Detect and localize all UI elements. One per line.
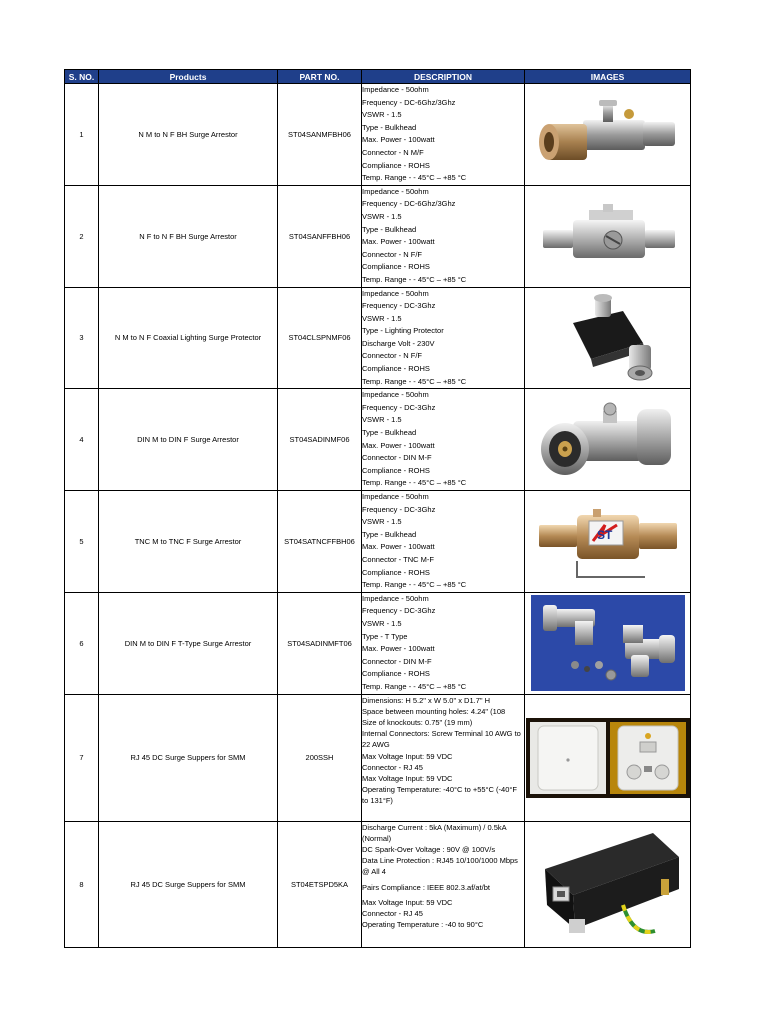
desc-line: Connector - N M/F bbox=[362, 147, 424, 157]
din-t-type-arrestor-icon bbox=[531, 595, 685, 691]
header-images: IMAGES bbox=[525, 70, 691, 84]
row-part-no: ST04CLSPNMF06 bbox=[278, 287, 362, 389]
desc-line: Connector - N F/F bbox=[362, 249, 423, 259]
desc-line: Type - Bulkhead bbox=[362, 224, 417, 234]
row-part-no: 200SSH bbox=[278, 694, 362, 821]
row-product: RJ 45 DC Surge Suppers for SMM bbox=[99, 694, 278, 821]
din-surge-arrestor-icon bbox=[533, 395, 683, 485]
row-description bbox=[362, 287, 525, 389]
desc-line: VSWR - 1.5 bbox=[362, 618, 402, 628]
row-part-no: ST04SADINMFT06 bbox=[278, 592, 362, 694]
desc-line: Temp. Range - - 45°C – +85 °C bbox=[362, 173, 467, 183]
row-image bbox=[525, 185, 691, 287]
desc-line: Type - Bulkhead bbox=[362, 428, 417, 438]
desc-line: Connector - N F/F bbox=[362, 351, 423, 361]
header-products: Products bbox=[99, 70, 278, 84]
row-description bbox=[362, 185, 525, 287]
table-row bbox=[65, 592, 691, 694]
desc-line: Temp. Range - - 45°C – +85 °C bbox=[362, 478, 467, 488]
desc-line: Max Voltage Input: 59 VDC bbox=[362, 773, 453, 783]
surge-suppressor-enclosure-icon bbox=[526, 718, 690, 798]
desc-line: Max. Power - 100watt bbox=[362, 644, 435, 654]
row-sno: 8 bbox=[65, 821, 99, 947]
desc-line: Dimensions: H 5.2" x W 5.0" x D1.7" H bbox=[362, 695, 491, 705]
desc-line: Type - Bulkhead bbox=[362, 122, 417, 132]
desc-line: Discharge Volt - 230V bbox=[362, 338, 435, 348]
table-row bbox=[65, 821, 691, 947]
desc-line: Frequency - DC-6Ghz/3Ghz bbox=[362, 97, 456, 107]
row-product: RJ 45 DC Surge Suppers for SMM bbox=[99, 821, 278, 947]
desc-line: Internal Connectors: Screw Terminal 10 AWG to 22 AWG bbox=[362, 729, 521, 750]
desc-line: Pairs Compliance : IEEE 802.3.af/at/bt bbox=[362, 882, 490, 892]
row-product: DIN M to DIN F Surge Arrestor bbox=[99, 389, 278, 491]
desc-line: Impedance - 50ohm bbox=[362, 390, 429, 400]
coaxial-lightning-protector-icon bbox=[533, 293, 683, 383]
row-sno: 1 bbox=[65, 84, 99, 186]
row-part-no: ST04SANMFBH06 bbox=[278, 84, 362, 186]
desc-line: Compliance - ROHS bbox=[362, 567, 430, 577]
desc-line: Max Voltage Input: 59 VDC bbox=[362, 751, 453, 761]
row-image bbox=[525, 287, 691, 389]
row-product: N F to N F BH Surge Arrestor bbox=[99, 185, 278, 287]
row-description bbox=[362, 821, 525, 947]
row-description bbox=[362, 592, 525, 694]
desc-line: Connector - RJ 45 bbox=[362, 908, 423, 918]
desc-line: VSWR - 1.5 bbox=[362, 211, 402, 221]
desc-line: VSWR - 1.5 bbox=[362, 517, 402, 527]
desc-line: Compliance - ROHS bbox=[362, 465, 430, 475]
row-product: N M to N F BH Surge Arrestor bbox=[99, 84, 278, 186]
desc-line: Connector - DIN M-F bbox=[362, 453, 432, 463]
desc-line: Max. Power - 100watt bbox=[362, 440, 435, 450]
row-product: DIN M to DIN F T-Type Surge Arrestor bbox=[99, 592, 278, 694]
desc-line: Frequency - DC-3Ghz bbox=[362, 606, 436, 616]
product-table bbox=[64, 69, 691, 948]
desc-line: Max. Power - 100watt bbox=[362, 542, 435, 552]
n-connector-surge-arrestor-icon bbox=[533, 94, 683, 174]
n-bulkhead-surge-arrestor-icon bbox=[533, 196, 683, 276]
desc-line: Temp. Range - - 45°C – +85 °C bbox=[362, 376, 467, 386]
desc-line: Impedance - 50ohm bbox=[362, 186, 429, 196]
row-sno: 7 bbox=[65, 694, 99, 821]
row-description bbox=[362, 389, 525, 491]
table-row bbox=[65, 84, 691, 186]
desc-line: Compliance - ROHS bbox=[362, 160, 430, 170]
row-image bbox=[525, 84, 691, 186]
desc-line: Temp. Range - - 45°C – +85 °C bbox=[362, 681, 467, 691]
desc-line: Type - Bulkhead bbox=[362, 529, 417, 539]
desc-line: Compliance - ROHS bbox=[362, 669, 430, 679]
row-sno: 3 bbox=[65, 287, 99, 389]
desc-line: Type - Lighting Protector bbox=[362, 326, 444, 336]
row-image bbox=[525, 491, 691, 593]
desc-line: Frequency - DC-3Ghz bbox=[362, 504, 436, 514]
desc-line: Data Line Protection : RJ45 10/100/1000 Mbps @ All 4 bbox=[362, 856, 518, 877]
table-row bbox=[65, 491, 691, 593]
desc-line: Temp. Range - - 45°C – +85 °C bbox=[362, 580, 467, 590]
row-sno: 2 bbox=[65, 185, 99, 287]
row-description bbox=[362, 694, 525, 821]
desc-line: Frequency - DC-3Ghz bbox=[362, 402, 436, 412]
desc-line: Temp. Range - - 45°C – +85 °C bbox=[362, 274, 467, 284]
row-sno: 5 bbox=[65, 491, 99, 593]
row-description bbox=[362, 491, 525, 593]
desc-line: Frequency - DC-3Ghz bbox=[362, 301, 436, 311]
desc-line: Connector - DIN M-F bbox=[362, 656, 432, 666]
desc-line: Connector - TNC M-F bbox=[362, 554, 434, 564]
row-part-no: ST04ETSPD5KA bbox=[278, 821, 362, 947]
desc-line: Connector - RJ 45 bbox=[362, 762, 423, 772]
row-part-no: ST04SADINMF06 bbox=[278, 389, 362, 491]
row-sno: 6 bbox=[65, 592, 99, 694]
desc-line: Operating Temperature: -40°C to +55°C (-40°F to 131°F) bbox=[362, 785, 517, 806]
desc-line: VSWR - 1.5 bbox=[362, 313, 402, 323]
desc-line: Max. Power - 100watt bbox=[362, 135, 435, 145]
row-image bbox=[525, 821, 691, 947]
header-description: DESCRIPTION bbox=[362, 70, 525, 84]
table-row bbox=[65, 389, 691, 491]
table-row bbox=[65, 185, 691, 287]
desc-line: Max. Power - 100watt bbox=[362, 237, 435, 247]
desc-line: Impedance - 50ohm bbox=[362, 593, 429, 603]
row-image bbox=[525, 694, 691, 821]
desc-line: Impedance - 50ohm bbox=[362, 492, 429, 501]
row-sno: 4 bbox=[65, 389, 99, 491]
desc-line: Max Voltage Input: 59 VDC bbox=[362, 897, 453, 907]
ethernet-surge-protector-icon bbox=[533, 825, 683, 943]
desc-line: VSWR - 1.5 bbox=[362, 415, 402, 425]
table-header-row bbox=[65, 70, 691, 84]
row-image bbox=[525, 389, 691, 491]
desc-line: Size of knockouts: 0.75" (19 mm) bbox=[362, 717, 473, 727]
desc-line: Operating Temperature : -40 to 90°C bbox=[362, 920, 484, 930]
desc-line: Impedance - 50ohm bbox=[362, 288, 429, 298]
table-row bbox=[65, 694, 691, 821]
desc-line: Space between mounting holes: 4.24" (108 bbox=[362, 706, 506, 716]
desc-line: Compliance - ROHS bbox=[362, 262, 430, 272]
desc-line: Discharge Current : 5kA (Maximum) / 0.5kA (Normal) bbox=[362, 822, 507, 843]
desc-line: Compliance - ROHS bbox=[362, 364, 430, 374]
header-sno: S. NO. bbox=[65, 70, 99, 84]
desc-line: Type - T Type bbox=[362, 631, 408, 641]
desc-line: DC Spark-Over Voltage : 90V @ 100V/s bbox=[362, 844, 496, 854]
row-part-no: ST04SATNCFFBH06 bbox=[278, 491, 362, 593]
header-part-no: PART NO. bbox=[278, 70, 362, 84]
desc-line: VSWR - 1.5 bbox=[362, 110, 402, 120]
svg-text:ST: ST bbox=[596, 528, 612, 543]
row-product: N M to N F Coaxial Lighting Surge Protector bbox=[99, 287, 278, 389]
desc-line: Frequency - DC-6Ghz/3Ghz bbox=[362, 199, 456, 209]
table-row bbox=[65, 287, 691, 389]
row-description bbox=[362, 84, 525, 186]
tnc-surge-arrestor-icon bbox=[533, 501, 683, 581]
row-part-no: ST04SANFFBH06 bbox=[278, 185, 362, 287]
row-product: TNC M to TNC F Surge Arrestor bbox=[99, 491, 278, 593]
desc-line: Impedance - 50ohm bbox=[362, 85, 429, 94]
row-image bbox=[525, 592, 691, 694]
